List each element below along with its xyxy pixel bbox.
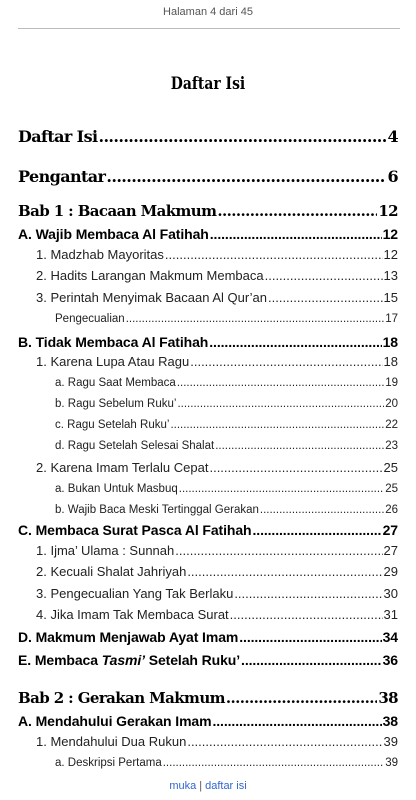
toc-leader-dots bbox=[234, 586, 382, 601]
toc-entry[interactable] bbox=[36, 290, 398, 305]
toc-leader-dots bbox=[239, 629, 381, 645]
toc-leader-dots bbox=[126, 313, 385, 325]
toc-leader-dots bbox=[187, 564, 382, 579]
toc-leader-dots bbox=[187, 734, 382, 749]
toc-entry[interactable] bbox=[55, 757, 398, 769]
toc-entry[interactable] bbox=[36, 354, 398, 369]
toc-page-number: 12 bbox=[382, 226, 398, 242]
toc-page-number: 22 bbox=[385, 419, 398, 431]
toc-leader-dots bbox=[268, 290, 383, 305]
toc-leader-dots bbox=[265, 268, 383, 283]
toc-entry-title: 1. Karena Lupa Atau Ragu bbox=[36, 354, 190, 369]
toc-leader-dots bbox=[209, 460, 382, 475]
toc-link[interactable]: daftar isi bbox=[205, 780, 247, 792]
toc-entry[interactable] bbox=[55, 504, 398, 516]
toc-page-number: 36 bbox=[382, 652, 398, 668]
toc-entry-title: Daftar Isi bbox=[18, 127, 98, 146]
toc-entry-title: 2. Kecuali Shalat Jahriyah bbox=[36, 564, 187, 579]
toc-page-number: 6 bbox=[387, 167, 398, 186]
toc-leader-dots bbox=[209, 334, 381, 350]
toc-entry-title: Bab 2 : Gerakan Makmum bbox=[18, 689, 225, 707]
toc-page-number: 31 bbox=[383, 607, 398, 622]
toc-leader-dots bbox=[217, 202, 377, 220]
toc-entry-title: A. Wajib Membaca Al Fatihah bbox=[18, 226, 209, 242]
toc-leader-dots bbox=[177, 377, 384, 389]
toc-entry-title: Pengantar bbox=[18, 167, 106, 186]
toc-entry-title: 1. Mendahului Dua Rukun bbox=[36, 734, 187, 749]
toc-page-number: 12 bbox=[383, 247, 398, 262]
toc-entry-title: C. Membaca Surat Pasca Al Fatihah bbox=[18, 522, 252, 538]
toc-entry[interactable] bbox=[18, 334, 398, 350]
toc-entry-title: a. Bukan Untuk Masbuq bbox=[55, 483, 178, 495]
toc-entry-title: 3. Perintah Menyimak Bacaan Al Qur’an bbox=[36, 290, 267, 305]
toc-page-number: 39 bbox=[385, 757, 398, 769]
toc-page-number: 26 bbox=[385, 504, 398, 516]
toc-entry-title: 4. Jika Imam Tak Membaca Surat bbox=[36, 607, 229, 622]
toc-entry-title: 3. Pengecualian Yang Tak Berlaku bbox=[36, 586, 234, 601]
toc-page-number: 12 bbox=[378, 202, 398, 220]
toc-leader-dots bbox=[210, 226, 382, 242]
page-footer bbox=[0, 780, 416, 792]
toc-entry[interactable] bbox=[36, 247, 398, 262]
toc-leader-dots bbox=[260, 504, 384, 516]
toc-page-number: 15 bbox=[383, 290, 398, 305]
toc-page-number: 27 bbox=[382, 522, 398, 538]
toc-entry[interactable] bbox=[36, 734, 398, 749]
toc-entry[interactable] bbox=[55, 398, 398, 410]
toc-entry-title: 1. Ijma’ Ulama : Sunnah bbox=[36, 543, 175, 558]
toc-entry-title: d. Ragu Setelah Selesai Shalat bbox=[55, 440, 215, 452]
toc-entry[interactable] bbox=[36, 460, 398, 475]
toc-entry[interactable] bbox=[55, 313, 398, 325]
footer-separator: | bbox=[199, 780, 203, 792]
toc-entry[interactable] bbox=[55, 483, 398, 495]
toc-entry[interactable] bbox=[18, 127, 398, 146]
toc-page-number: 18 bbox=[382, 334, 398, 350]
toc-entry[interactable] bbox=[55, 440, 398, 452]
toc-leader-dots bbox=[163, 757, 384, 769]
toc-entry[interactable] bbox=[18, 226, 398, 242]
toc-leader-dots bbox=[179, 483, 384, 495]
toc-leader-dots bbox=[226, 689, 377, 707]
toc-leader-dots bbox=[177, 398, 384, 410]
toc-entry[interactable] bbox=[36, 543, 398, 558]
toc-entry-title: B. Tidak Membaca Al Fatihah bbox=[18, 334, 209, 350]
toc-entry-title: b. Ragu Sebelum Ruku’ bbox=[55, 398, 177, 410]
toc-entry-title: b. Wajib Baca Meski Tertinggal Gerakan bbox=[55, 504, 259, 516]
toc-entry-title: a. Ragu Saat Membaca bbox=[55, 377, 176, 389]
toc-entry[interactable] bbox=[18, 652, 398, 668]
toc-entry[interactable] bbox=[18, 713, 398, 729]
toc-leader-dots bbox=[170, 419, 384, 431]
toc-page-number: 38 bbox=[378, 689, 398, 707]
toc-leader-dots bbox=[165, 247, 383, 262]
toc-entry-title: 2. Karena Imam Terlalu Cepat bbox=[36, 460, 209, 475]
toc-page-number: 19 bbox=[385, 377, 398, 389]
toc-page-number: 30 bbox=[383, 586, 398, 601]
toc-entry[interactable] bbox=[18, 629, 398, 645]
document-title: Daftar Isi bbox=[170, 74, 246, 94]
toc-page-number: 20 bbox=[385, 398, 398, 410]
toc-entry[interactable] bbox=[18, 202, 398, 220]
toc-page-number: 25 bbox=[383, 460, 398, 475]
toc-entry-title: 2. Hadits Larangan Makmum Membaca bbox=[36, 268, 264, 283]
toc-leader-dots bbox=[106, 167, 386, 186]
toc-entry-title: E. Membaca Tasmi’ Setelah Ruku’ bbox=[18, 652, 241, 668]
page-header: Halaman 4 dari 45 bbox=[163, 6, 253, 18]
toc-page-number: 38 bbox=[382, 713, 398, 729]
header-divider bbox=[18, 28, 400, 29]
toc-entry[interactable] bbox=[18, 167, 398, 186]
toc-page-number: 34 bbox=[382, 629, 398, 645]
toc-entry-title: c. Ragu Setelah Ruku’ bbox=[55, 419, 170, 431]
toc-page-number: 4 bbox=[387, 127, 398, 146]
toc-page-number: 39 bbox=[383, 734, 398, 749]
toc-entry[interactable] bbox=[36, 564, 398, 579]
toc-entry[interactable] bbox=[55, 377, 398, 389]
home-link[interactable]: muka bbox=[169, 780, 197, 792]
toc-page-number: 25 bbox=[385, 483, 398, 495]
toc-leader-dots bbox=[190, 354, 382, 369]
toc-page-number: 23 bbox=[385, 440, 398, 452]
toc-entry-title: 1. Madzhab Mayoritas bbox=[36, 247, 164, 262]
toc-entry[interactable] bbox=[36, 607, 398, 622]
toc-leader-dots bbox=[252, 522, 381, 538]
toc-entry[interactable] bbox=[36, 268, 398, 283]
toc-entry-title: A. Mendahului Gerakan Imam bbox=[18, 713, 212, 729]
toc-leader-dots bbox=[215, 440, 384, 452]
toc-entry-title: a. Deskripsi Pertama bbox=[55, 757, 162, 769]
toc-entry-title: Bab 1 : Bacaan Makmum bbox=[18, 202, 217, 220]
toc-leader-dots bbox=[230, 607, 383, 622]
toc-entry[interactable] bbox=[36, 586, 398, 601]
toc-entry[interactable] bbox=[18, 689, 398, 707]
toc-page-number: 29 bbox=[383, 564, 398, 579]
toc-entry[interactable] bbox=[55, 419, 398, 431]
toc-leader-dots bbox=[241, 652, 382, 668]
toc-entry-title: D. Makmum Menjawab Ayat Imam bbox=[18, 629, 239, 645]
toc-page-number: 13 bbox=[383, 268, 398, 283]
toc-leader-dots bbox=[175, 543, 382, 558]
toc-page-number: 27 bbox=[383, 543, 398, 558]
toc-entry[interactable] bbox=[18, 522, 398, 538]
toc-entry-title: Pengecualian bbox=[55, 313, 125, 325]
toc-page-number: 17 bbox=[385, 313, 398, 325]
toc-leader-dots bbox=[212, 713, 381, 729]
toc-leader-dots bbox=[98, 127, 386, 146]
toc-page-number: 18 bbox=[383, 354, 398, 369]
